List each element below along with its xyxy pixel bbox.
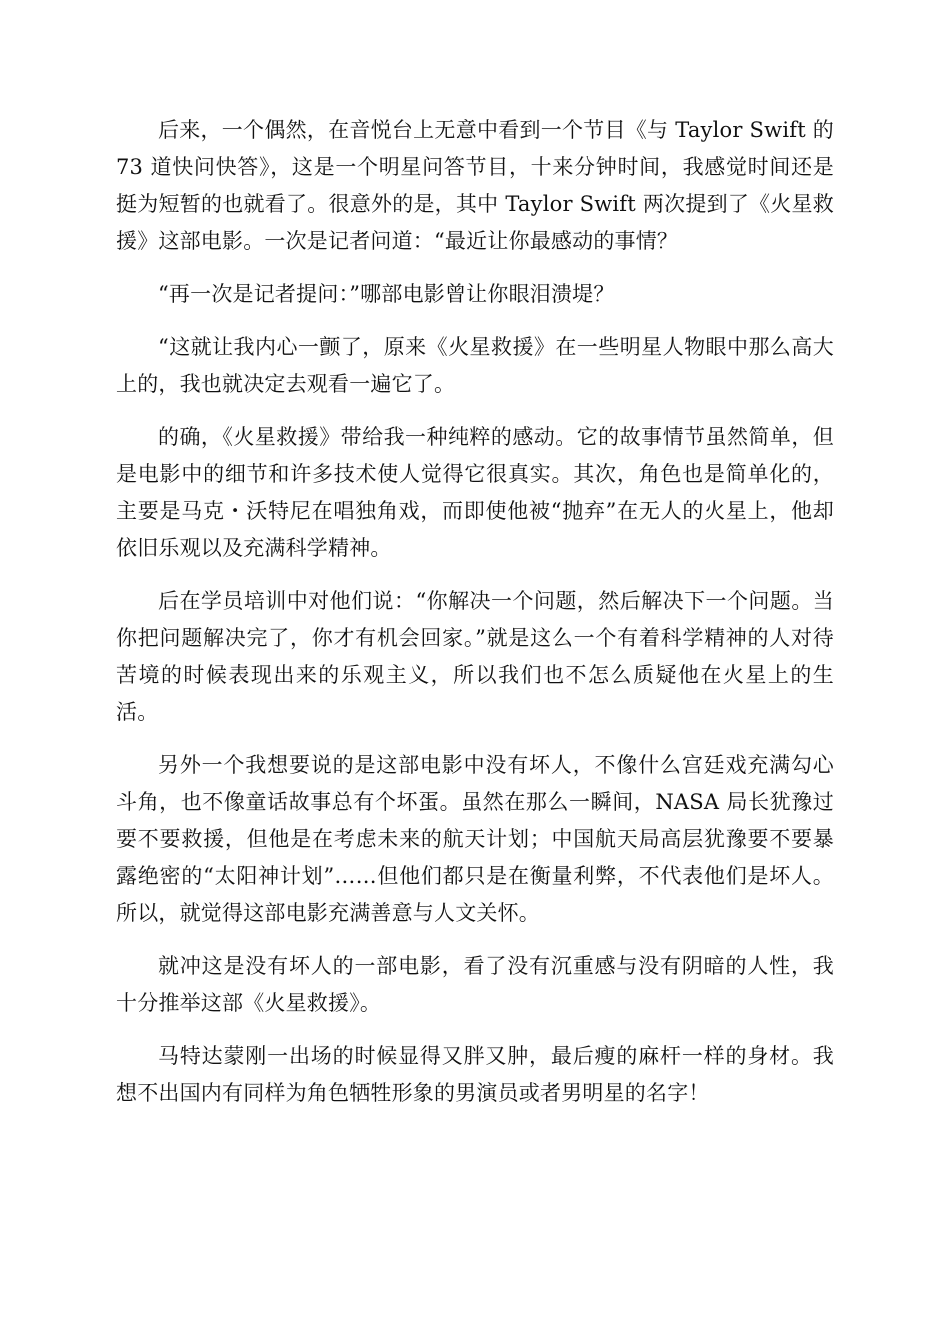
paragraph-8: 马特达蒙刚一出场的时候显得又胖又肿，最后瘦的麻杆一样的身材。我想不出国内有同样为角色牺牲形象的男演员或者男明星的名字！ <box>116 1044 834 1105</box>
paragraph-5: 后在学员培训中对他们说：“你解决一个问题，然后解决下一个问题。当你把问题解决完了，你才有机会回家。”就是这么一个有着科学精神的人对待苦境的时候表现出来的乐观主义，所以我们也不怎么质疑他在火星上的生活。 <box>116 589 834 724</box>
paragraph-1: 后来，一个偶然，在音悦台上无意中看到一个节目《与 Taylor Swift 的 73 道快问快答》，这是一个明星问答节目，十来分钟时间，我感觉时间还是挺为短暂的也就看了。很意外的是，其中 Taylor Swift 两次提到了《火星救援》这部电影。一次是记者问道：“最近让你最感动的事情？ <box>116 118 834 253</box>
document-body <box>116 112 834 1128</box>
paragraph-4: 的确，《火星救援》带给我一种纯粹的感动。它的故事情节虽然简单，但是电影中的细节和许多技术使人觉得它很真实。其次，角色也是简单化的，主要是马克・沃特尼在唱独角戏，而即使他被“抛弃”在无人的火星上，他却依旧乐观以及充满科学精神。 <box>116 425 834 560</box>
paragraph-6: 另外一个我想要说的是这部电影中没有坏人，不像什么宫廷戏充满勾心斗角，也不像童话故事总有个坏蛋。虽然在那么一瞬间，NASA 局长犹豫过要不要救援，但他是在考虑未来的航天计划；中国航天局高层犹豫要不要暴露绝密的“太阳神计划”……但他们都只是在衡量利弊，不代表他们是坏人。所以，就觉得这部电影充满善意与人文关怀。 <box>116 753 834 925</box>
paragraph-3: “这就让我内心一颤了，原来《火星救援》在一些明星人物眼中那么高大上的，我也就决定去观看一遍它了。 <box>116 335 834 396</box>
paragraph-2: “再一次是记者提问：”哪部电影曾让你眼泪溃堤？ <box>158 282 615 306</box>
paragraph-7: 就冲这是没有坏人的一部电影，看了没有沉重感与没有阴暗的人性，我十分推举这部《火星救援》。 <box>116 954 834 1015</box>
